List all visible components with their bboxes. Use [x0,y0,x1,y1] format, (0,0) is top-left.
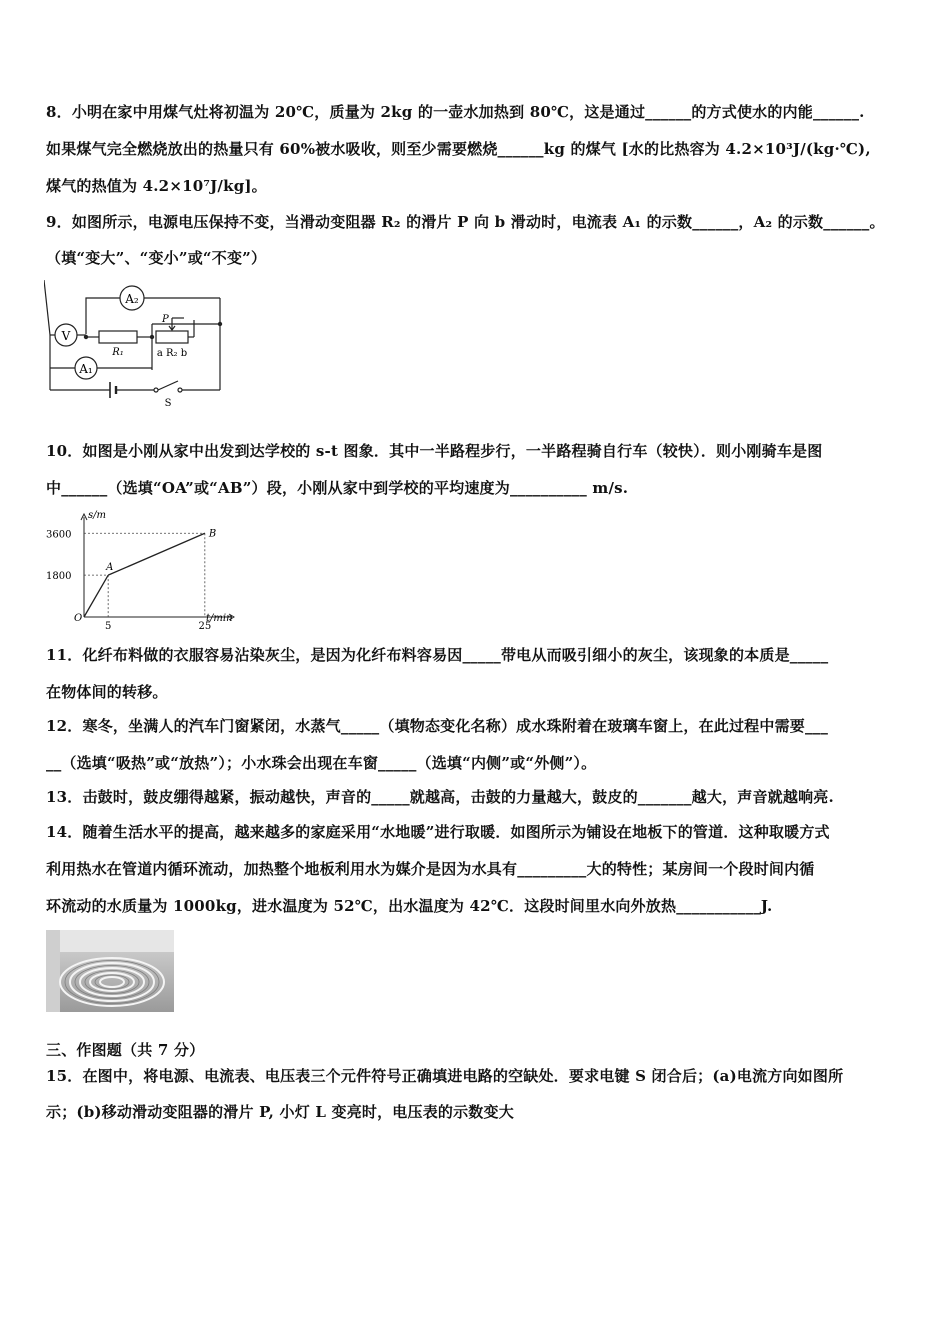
y-tick-1800: 1800 [46,571,72,583]
point-a-label: A [106,562,114,574]
x-tick-5: 5 [104,621,112,630]
y-tick-3600: 3600 [46,529,72,541]
section-3-title: 三、作图题（共 7 分） [46,1041,205,1059]
st-segment-OA [84,575,108,617]
q10-st-graph [44,505,244,630]
slider-p-label: P [162,314,169,325]
q9-circuit-diagram [44,280,234,410]
resistor-r1-icon [99,331,137,343]
q13-line-1: 13．击鼓时，鼓皮绷得越紧，振动越快，声音的_____就越高，击鼓的力量越大，鼓皮的_______越大，声音就越响亮. [46,788,834,806]
q10-line-1: 10．如图是小刚从家中出发到达学校的 s-t 图象．其中一半路程步行，一半路程骑自行车（较快）．则小刚骑车是图 [46,442,823,460]
q11-line-1: 11．化纤布料做的衣服容易沾染灰尘，是因为化纤布料容易因_____带电从而吸引细小的灰尘，该现象的本质是_____ [46,646,829,664]
q11-line-2: 在物体间的转移。 [46,683,168,701]
ammeter-a1-label: A₁ [79,362,93,376]
q14-line-2: 利用热水在管道内循环流动，加热整个地板利用水为媒介是因为水具有_________大的特性；某房间一个段时间内循 [46,860,815,878]
q9-line-2: （填“变大”、“变小”或“不变”） [46,249,267,267]
q14-line-3: 环流动的水质量为 1000kg，进水温度为 52℃，出水温度为 42℃．这段时间里水向外放热___________J. [46,897,773,915]
switch-label: S [164,398,172,409]
q8-line-3: 煤气的热值为 4.2×10⁷J/kg]。 [46,177,267,195]
wire-top-left [86,298,120,334]
x-tick-25: 25 [198,621,212,630]
q12-line-1: 12．寒冬，坐满人的汽车门窗紧闭，水蒸气_____（填物态变化名称）成水珠附着在玻璃车窗上，在此过程中需要___ [46,717,829,735]
q8-line-1: 8．小明在家中用煤气灶将初温为 20℃，质量为 2kg 的一壶水加热到 80℃，这是通过______的方式使水的内能______. [46,103,865,121]
q12-line-2: __（选填“吸热”或“放热”）；小水珠会出现在车窗_____（选填“内侧”或“外侧”）。 [46,754,597,772]
q15-line-1: 15．在图中，将电源、电流表、电压表三个元件符号正确填进电路的空缺处．要求电键 S 闭合后；(a)电流方向如图所 [46,1067,844,1085]
q9-line-1: 9．如图所示，电源电压保持不变，当滑动变阻器 R₂ 的滑片 P 向 b 滑动时，电流表 A₁ 的示数______，A₂ 的示数______。 [46,213,885,231]
st-segment-AB [108,533,205,575]
r1-label: R₁ [112,347,124,358]
q8-line-2: 如果煤气完全燃烧放出的热量只有 60%被水吸收，则至少需要燃烧______kg 的煤气 [水的比热容为 4.2×10³J/(kg·℃), [46,140,871,158]
y-axis-label: s/m [88,510,106,521]
q14-line-1: 14．随着生活水平的提高，越来越多的家庭采用“水地暖”进行取暖．如图所示为铺设在地板下的管道．这种取暖方式 [46,823,830,841]
x-axis-label: t/min [206,613,233,624]
floor-heating-photo [46,930,174,1012]
point-b-label: B [208,528,217,540]
origin-label: O [74,613,83,624]
ammeter-a2-label: A₂ [125,292,139,306]
voltmeter-label: V [61,329,71,343]
switch-icon [158,381,178,390]
rheostat-r2-icon [156,331,188,343]
r2-label: a R₂ b [156,348,188,359]
q10-line-2: 中______（选填“OA”或“AB”）段，小刚从家中到学校的平均速度为__________ m/s. [46,479,629,497]
q15-line-2: 示；(b)移动滑动变阻器的滑片 P, 小灯 L 变亮时，电压表的示数变大 [46,1103,514,1121]
